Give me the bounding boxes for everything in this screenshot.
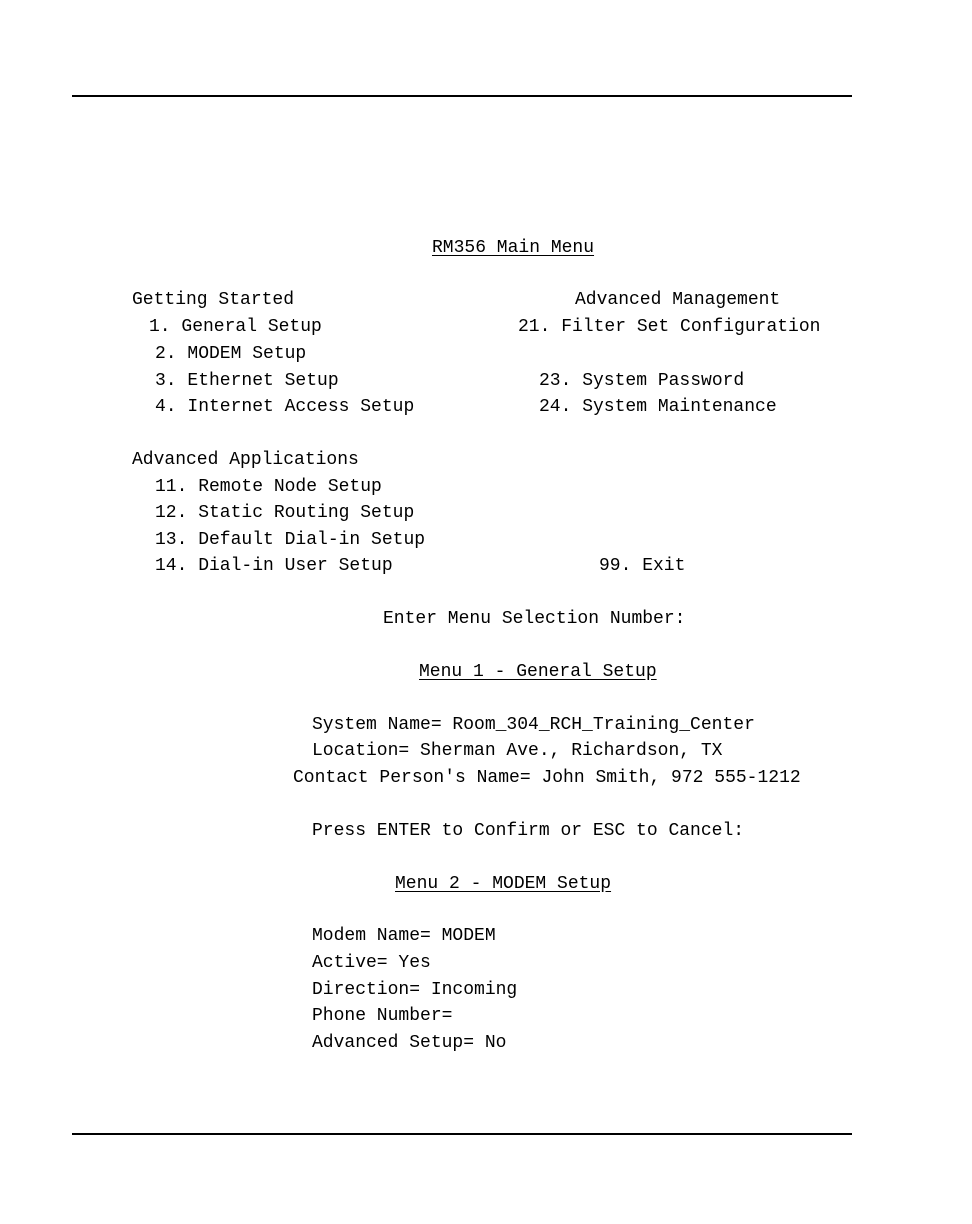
confirm-prompt: Press ENTER to Confirm or ESC to Cancel:	[312, 821, 745, 841]
menu-item-remote-node-setup[interactable]: 11. Remote Node Setup	[155, 477, 382, 497]
menu2-title: Menu 2 - MODEM Setup	[395, 874, 612, 894]
advanced-setup-field[interactable]: Advanced Setup= No	[312, 1033, 507, 1053]
top-rule	[72, 95, 852, 97]
advanced-applications-heading: Advanced Applications	[132, 450, 359, 470]
active-field[interactable]: Active= Yes	[312, 953, 431, 973]
location-field[interactable]: Location= Sherman Ave., Richardson, TX	[312, 741, 723, 761]
menu-item-dial-in-user-setup[interactable]: 14. Dial-in User Setup	[155, 556, 393, 576]
menu-item-ethernet-setup[interactable]: 3. Ethernet Setup	[155, 371, 339, 391]
getting-started-heading: Getting Started	[132, 290, 295, 310]
menu-item-exit[interactable]: 99. Exit	[599, 556, 686, 576]
bottom-rule	[72, 1133, 852, 1135]
menu-item-modem-setup[interactable]: 2. MODEM Setup	[155, 344, 307, 364]
system-name-field[interactable]: System Name= Room_304_RCH_Training_Center	[312, 715, 755, 735]
menu-item-default-dial-in-setup[interactable]: 13. Default Dial-in Setup	[155, 530, 426, 550]
contact-person-field[interactable]: Contact Person's Name= John Smith, 972 555-1212	[293, 768, 801, 788]
menu-item-filter-set-configuration[interactable]: 21. Filter Set Configuration	[518, 317, 821, 337]
menu-selection-prompt: Enter Menu Selection Number:	[383, 609, 686, 629]
menu1-title: Menu 1 - General Setup	[419, 662, 657, 682]
menu-item-system-password[interactable]: 23. System Password	[539, 371, 745, 391]
advanced-management-heading: Advanced Management	[575, 290, 781, 310]
modem-name-field[interactable]: Modem Name= MODEM	[312, 926, 496, 946]
direction-field[interactable]: Direction= Incoming	[312, 980, 518, 1000]
menu-item-static-routing-setup[interactable]: 12. Static Routing Setup	[155, 503, 415, 523]
main-menu-title: RM356 Main Menu	[432, 238, 595, 258]
menu-item-general-setup[interactable]: 1. General Setup	[149, 317, 322, 337]
menu-item-system-maintenance[interactable]: 24. System Maintenance	[539, 397, 777, 417]
phone-number-field[interactable]: Phone Number=	[312, 1006, 453, 1026]
menu-item-internet-access-setup[interactable]: 4. Internet Access Setup	[155, 397, 415, 417]
